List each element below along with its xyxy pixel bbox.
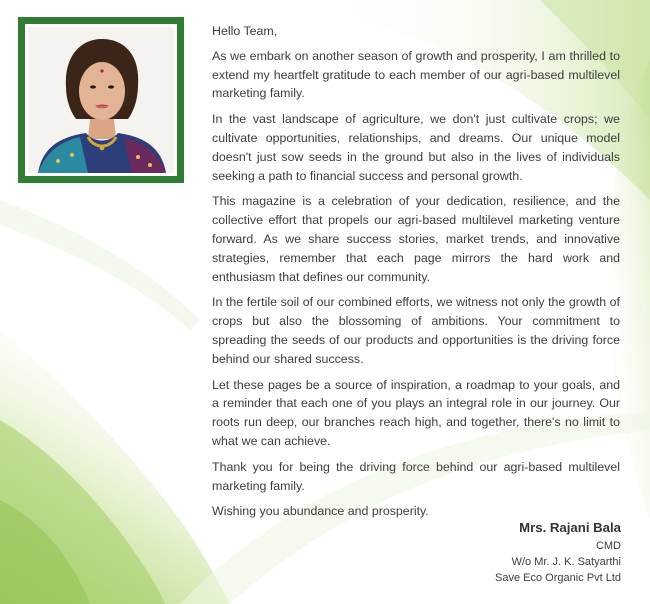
signature-block [495, 518, 621, 586]
paragraph-gratitude: As we embark on another season of growth and prosperity, I am thrilled to extend my heartfelt gratitude to each member of our agri-based multilevel marketing family. [212, 48, 620, 101]
signatory-relation: W/o Mr. J. K. Satyarthi [511, 556, 621, 568]
signatory-name: Mrs. Rajani Bala [519, 520, 621, 535]
signatory-title: CMD [595, 540, 621, 552]
closing-line: Wishing you abundance and prosperity. [212, 504, 429, 519]
paragraph-landscape: In the vast landscape of agriculture, we don't just cultivate crops; we cultivate opportunities, relationships, and dreams. Our unique model doesn't just sow seeds in the ground but also in the lives of individuals seeking a path to financial success and personal growth. [212, 112, 620, 183]
paragraph-fertile-soil: In the fertile soil of our combined efforts, we witness not only the growth of crops but also the blossoming of ambitions. Your commitment to spreading the seeds of our products and opportunities is the driving force behind our shared success. [212, 295, 620, 366]
portrait-photo [28, 27, 174, 173]
paragraph-magazine: This magazine is a celebration of your dedication, resilience, and the collective effort that propels our agri-based multilevel marketing venture forward. As we share success stories, market trends, and innovative strategies, remember that each page mirrors the hard work and enthusiasm that defines our community. [212, 194, 620, 284]
portrait-illustration [28, 27, 174, 173]
letter-body [212, 22, 620, 528]
company-name: Save Eco Organic Pvt Ltd [495, 572, 621, 584]
greeting: Hello Team, [212, 24, 278, 38]
paragraph-inspiration: Let these pages be a source of inspiration, a roadmap to your goals, and a reminder that each one of you plays an integral role in our journey. Our roots run deep, our branches reach high, and together, there's no limit to what we can achieve. [212, 377, 620, 448]
portrait-frame [18, 17, 184, 183]
paragraph-thank-you: Thank you for being the driving force behind our agri-based multilevel marketing family. [212, 459, 620, 493]
